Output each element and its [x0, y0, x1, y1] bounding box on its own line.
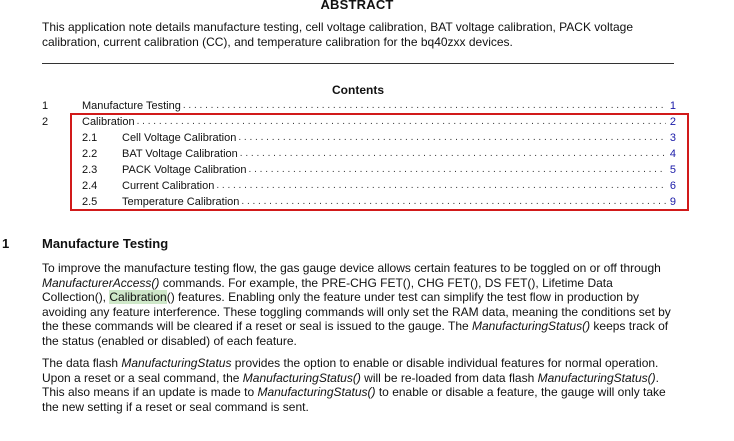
toc-entry-page[interactable]: 2 — [669, 116, 676, 128]
toc-entry-page[interactable]: 6 — [669, 180, 676, 192]
toc-entry-page[interactable]: 5 — [669, 164, 676, 176]
abstract-body: This application note details manufacture testing, cell voltage calibration, BAT voltage calibration, PACK voltage calibration, current calibration (CC), and temperature calibration for the bq40zxx devices. — [42, 20, 633, 49]
toc-entry-label[interactable]: Cell Voltage Calibration — [122, 132, 237, 144]
divider-rule — [42, 63, 674, 64]
toc-entry-number: 2.5 — [82, 196, 98, 208]
toc-entry-page[interactable]: 1 — [669, 100, 676, 112]
toc-entry-label[interactable]: Current Calibration — [122, 180, 215, 192]
toc-entry-label[interactable]: Calibration — [82, 116, 135, 128]
toc-entry-number: 2.2 — [82, 148, 98, 160]
toc-entry-label[interactable]: BAT Voltage Calibration — [122, 148, 238, 160]
body-paragraph-2: The data flash ManufacturingStatus provides the option to enable or disable individual features for normal operation. Upon a reset or a seal command, the ManufacturingStatus() will be re-loaded from data flash ManufacturingStatus(). This also means if an update is made to ManufacturingStatus() to enable or disable a feature, the gauge will only take the new setting if a reset or seal command is sent. — [42, 356, 666, 414]
toc-entry-number: 1 — [42, 100, 49, 112]
toc-entry-number: 2.4 — [82, 180, 98, 192]
body-paragraph-1: To improve the manufacture testing flow, the gas gauge device allows certain features to be toggled on or off through ManufacturerAccess() commands. For example, the PRE-CHG FET(), CHG FET(), DS FET(), Lifetime Data Collection(), Calibration() features. Enabling only the feature under test can simplify the test flow in production by avoiding any feature interference. These toggling commands will only set the RAM data, meaning the conditions set by the these commands will be cleared if a reset or seal is issued to the gauge. The ManufacturingStatus() keeps track of the status (enabled or disabled) of each feature. — [42, 261, 671, 348]
toc-entry-number: 2.3 — [82, 164, 98, 176]
search-highlight: Calibration — [109, 290, 167, 305]
section-number: 1 — [2, 236, 10, 251]
toc-entry-label[interactable]: Temperature Calibration — [122, 196, 240, 208]
calibration-highlight-box — [70, 113, 689, 211]
toc-entry-page[interactable]: 4 — [669, 148, 676, 160]
section-title: Manufacture Testing — [42, 236, 169, 251]
toc-entry-page[interactable]: 9 — [669, 196, 676, 208]
contents-heading: Contents — [332, 83, 384, 97]
toc-entry-label[interactable]: Manufacture Testing — [82, 100, 181, 112]
abstract-title: ABSTRACT — [320, 0, 394, 12]
toc-entry-page[interactable]: 3 — [669, 132, 676, 144]
toc-leader-dots — [183, 99, 666, 113]
toc-entry-number: 2.1 — [82, 132, 98, 144]
toc-entry-label[interactable]: PACK Voltage Calibration — [122, 164, 247, 176]
toc-entry-number: 2 — [42, 116, 49, 128]
